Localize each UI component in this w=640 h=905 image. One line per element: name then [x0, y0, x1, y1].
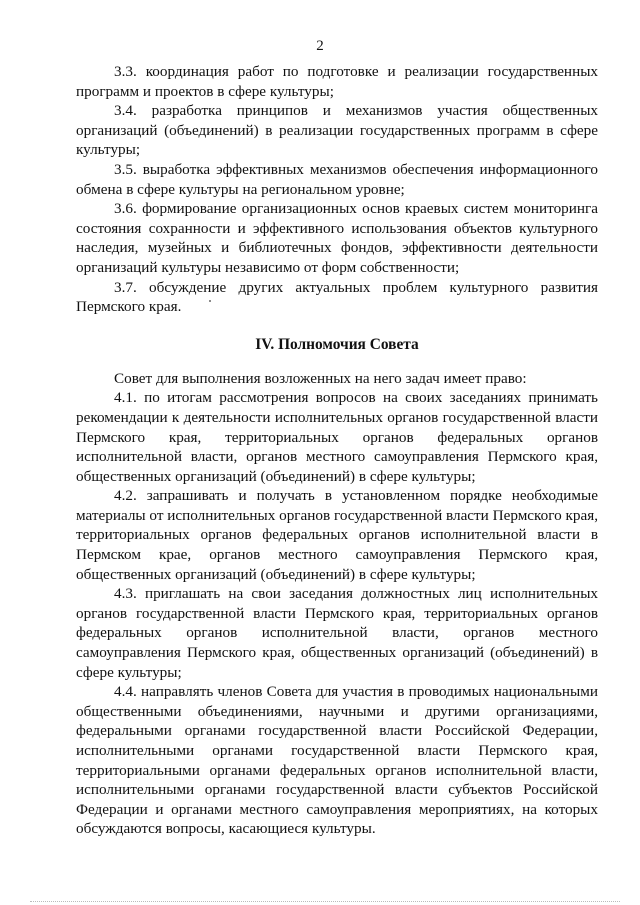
paragraph-3-3: 3.3. координация работ по подготовке и реализации государственных программ и проектов в сфере культуры; — [76, 63, 598, 100]
scan-bottom-edge — [30, 901, 620, 903]
page-number: 2 — [316, 38, 324, 54]
paragraph-4-3: 4.3. приглашать на свои заседания должностных лиц исполнительных органов государственной власти Пермского края, территориальных органов федеральных органов исполнительной власти, органов местного самоуправления Пермского края, общественных организаций (объединений) в сфере культуры; — [76, 585, 598, 681]
scan-speck — [209, 300, 211, 302]
section-heading: IV. Полномочия Совета — [255, 335, 419, 353]
paragraph-4-1: 4.1. по итогам рассмотрения вопросов на своих заседаниях принимать рекомендации к деятельности исполнительных органов государственной власти Пермского края, территориальных органов федеральных органов исполнительной власти, органов местного самоуправления Пермского края, общественных организаций (объединений) в сфере культуры; — [76, 389, 598, 485]
paragraph-3-5: 3.5. выработка эффективных механизмов обеспечения информационного обмена в сфере культуры на региональном уровне; — [76, 160, 598, 198]
paragraph-3-7: 3.7. обсуждение других актуальных проблем культурного развития Пермского края. — [76, 278, 598, 316]
paragraph-3-4: 3.4. разработка принципов и механизмов участия общественных организаций (объединений) в реализации государственных программ в сфере культуры; — [76, 102, 598, 159]
paragraph-4-4: 4.4. направлять членов Совета для участия в проводимых национальными общественными объединениями, научными и другими организациями, федеральными органами государственной власти Российской Федерации, исполнительными органами государственной власти Пермского края, территориальными органами федеральных органов исполнительной власти, исполнительными органами государственной власти субъектов Российской Федерации и органами местного самоуправления мероприятиях, на которых обсуждаются вопросы, касающиеся культуры. — [76, 683, 598, 838]
paragraph-intro: Совет для выполнения возложенных на него задач имеет право: — [114, 369, 527, 387]
paragraph-4-2: 4.2. запрашивать и получать в установленном порядке необходимые материалы от исполнительных органов государственной власти Пермского края, территориальных органов федеральных органов исполнительной власти в Пермском крае, органов местного самоуправления Пермского края, общественных организаций (объединений) в сфере культуры; — [76, 487, 598, 583]
document-body — [76, 62, 598, 839]
paragraph-3-6: 3.6. формирование организационных основ краевых систем мониторинга состояния сохранности и эффективного использования объектов культурного наследия, музейных и библиотечных фондов, эффективности деятельности организаций культуры независимо от форм собственности; — [76, 200, 598, 276]
